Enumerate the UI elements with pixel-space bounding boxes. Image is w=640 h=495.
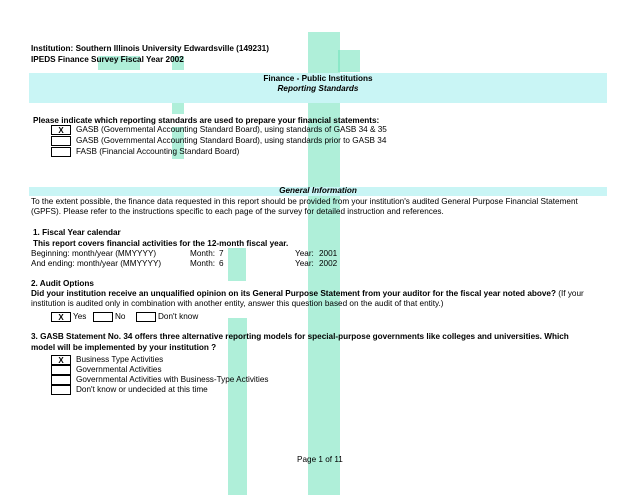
fiscal-heading: 1. Fiscal Year calendar [33,228,121,237]
general-info-heading: General Information [279,186,357,195]
end-year-value: 2002 [319,259,338,268]
highlight-overlay [228,318,247,495]
audit-yes-label: Yes [73,312,87,321]
end-month-label: Month: [190,259,216,268]
banner-subtitle: Reporting Standards [277,84,359,93]
institution-label: Institution: Southern Illinois University Edwardsville (149231) [31,44,269,53]
undecided-checkbox[interactable] [51,385,71,395]
audit-yes-checkbox[interactable]: X [51,312,71,322]
audit-question-bold: Did your institution receive an unqualified opinion on its General Purpose Statement from your auditor for the fiscal year noted above? [31,289,556,298]
page-number: Page 1 of 11 [297,455,343,464]
fiscal-subheading: This report covers financial activities for the 12-month fiscal year. [33,239,289,248]
gasb-34-checkbox[interactable]: X [51,125,71,135]
audit-no-label: No [115,312,126,321]
reporting-question: Please indicate which reporting standards are used to prepare your financial statements: [33,116,380,125]
governmental-label: Governmental Activities [76,365,162,374]
survey-title: IPEDS Finance Survey Fiscal Year 2002 [31,55,184,64]
governmental-business-label: Governmental Activities with Business-Type Activities [76,375,269,384]
ending-label: And ending: month/year (MMYYYY) [31,259,162,268]
audit-heading: 2. Audit Options [31,279,94,288]
fasb-label: FASB (Financial Accounting Standard Board) [76,147,240,156]
audit-no-checkbox[interactable] [93,312,113,322]
audit-question-rest: (If your [556,289,584,298]
end-year-label: Year: [295,259,314,268]
highlight-overlay [338,50,360,72]
audit-dontknow-checkbox[interactable] [136,312,156,322]
governmental-business-checkbox[interactable] [51,375,71,385]
gasb-question-line2: model will be implemented by your institution ? [31,343,217,352]
audit-question [31,289,584,299]
begin-month-label: Month: [190,249,216,258]
begin-month-value: 7 [219,249,224,258]
gasb-34-label: GASB (Governmental Accounting Standard Board), using standards of GASB 34 & 35 [76,125,387,134]
governmental-checkbox[interactable] [51,365,71,375]
begin-year-value: 2001 [319,249,338,258]
audit-dontknow-label: Don't know [158,312,199,321]
begin-year-label: Year: [295,249,314,258]
highlight-overlay [228,248,246,281]
fasb-checkbox[interactable] [51,147,71,157]
undecided-label: Don't know or undecided at this time [76,385,208,394]
gasb-prior-label: GASB (Governmental Accounting Standard Board), using standards prior to GASB 34 [76,136,387,145]
general-info-line2: (GPFS). Please refer to the instructions specific to each page of the survey for detailed instruction and references. [31,207,444,216]
end-month-value: 6 [219,259,224,268]
gasb-prior-checkbox[interactable] [51,136,71,146]
banner-title: Finance - Public Institutions [263,74,373,83]
audit-question-line2: institution is audited only in combination with another entity, answer this question based on the audit of that entity.) [31,299,444,308]
gasb-question-line1: 3. GASB Statement No. 34 offers three alternative reporting models for special-purpose governments like colleges and universities. Which [31,332,569,341]
beginning-label: Beginning: month/year (MMYYYY) [31,249,157,258]
general-info-line1: To the extent possible, the finance data requested in this report should be provided from your institution's audited General Purpose Financial Statement [31,197,578,206]
business-type-label: Business Type Activities [76,355,164,364]
business-type-checkbox[interactable]: X [51,355,71,365]
